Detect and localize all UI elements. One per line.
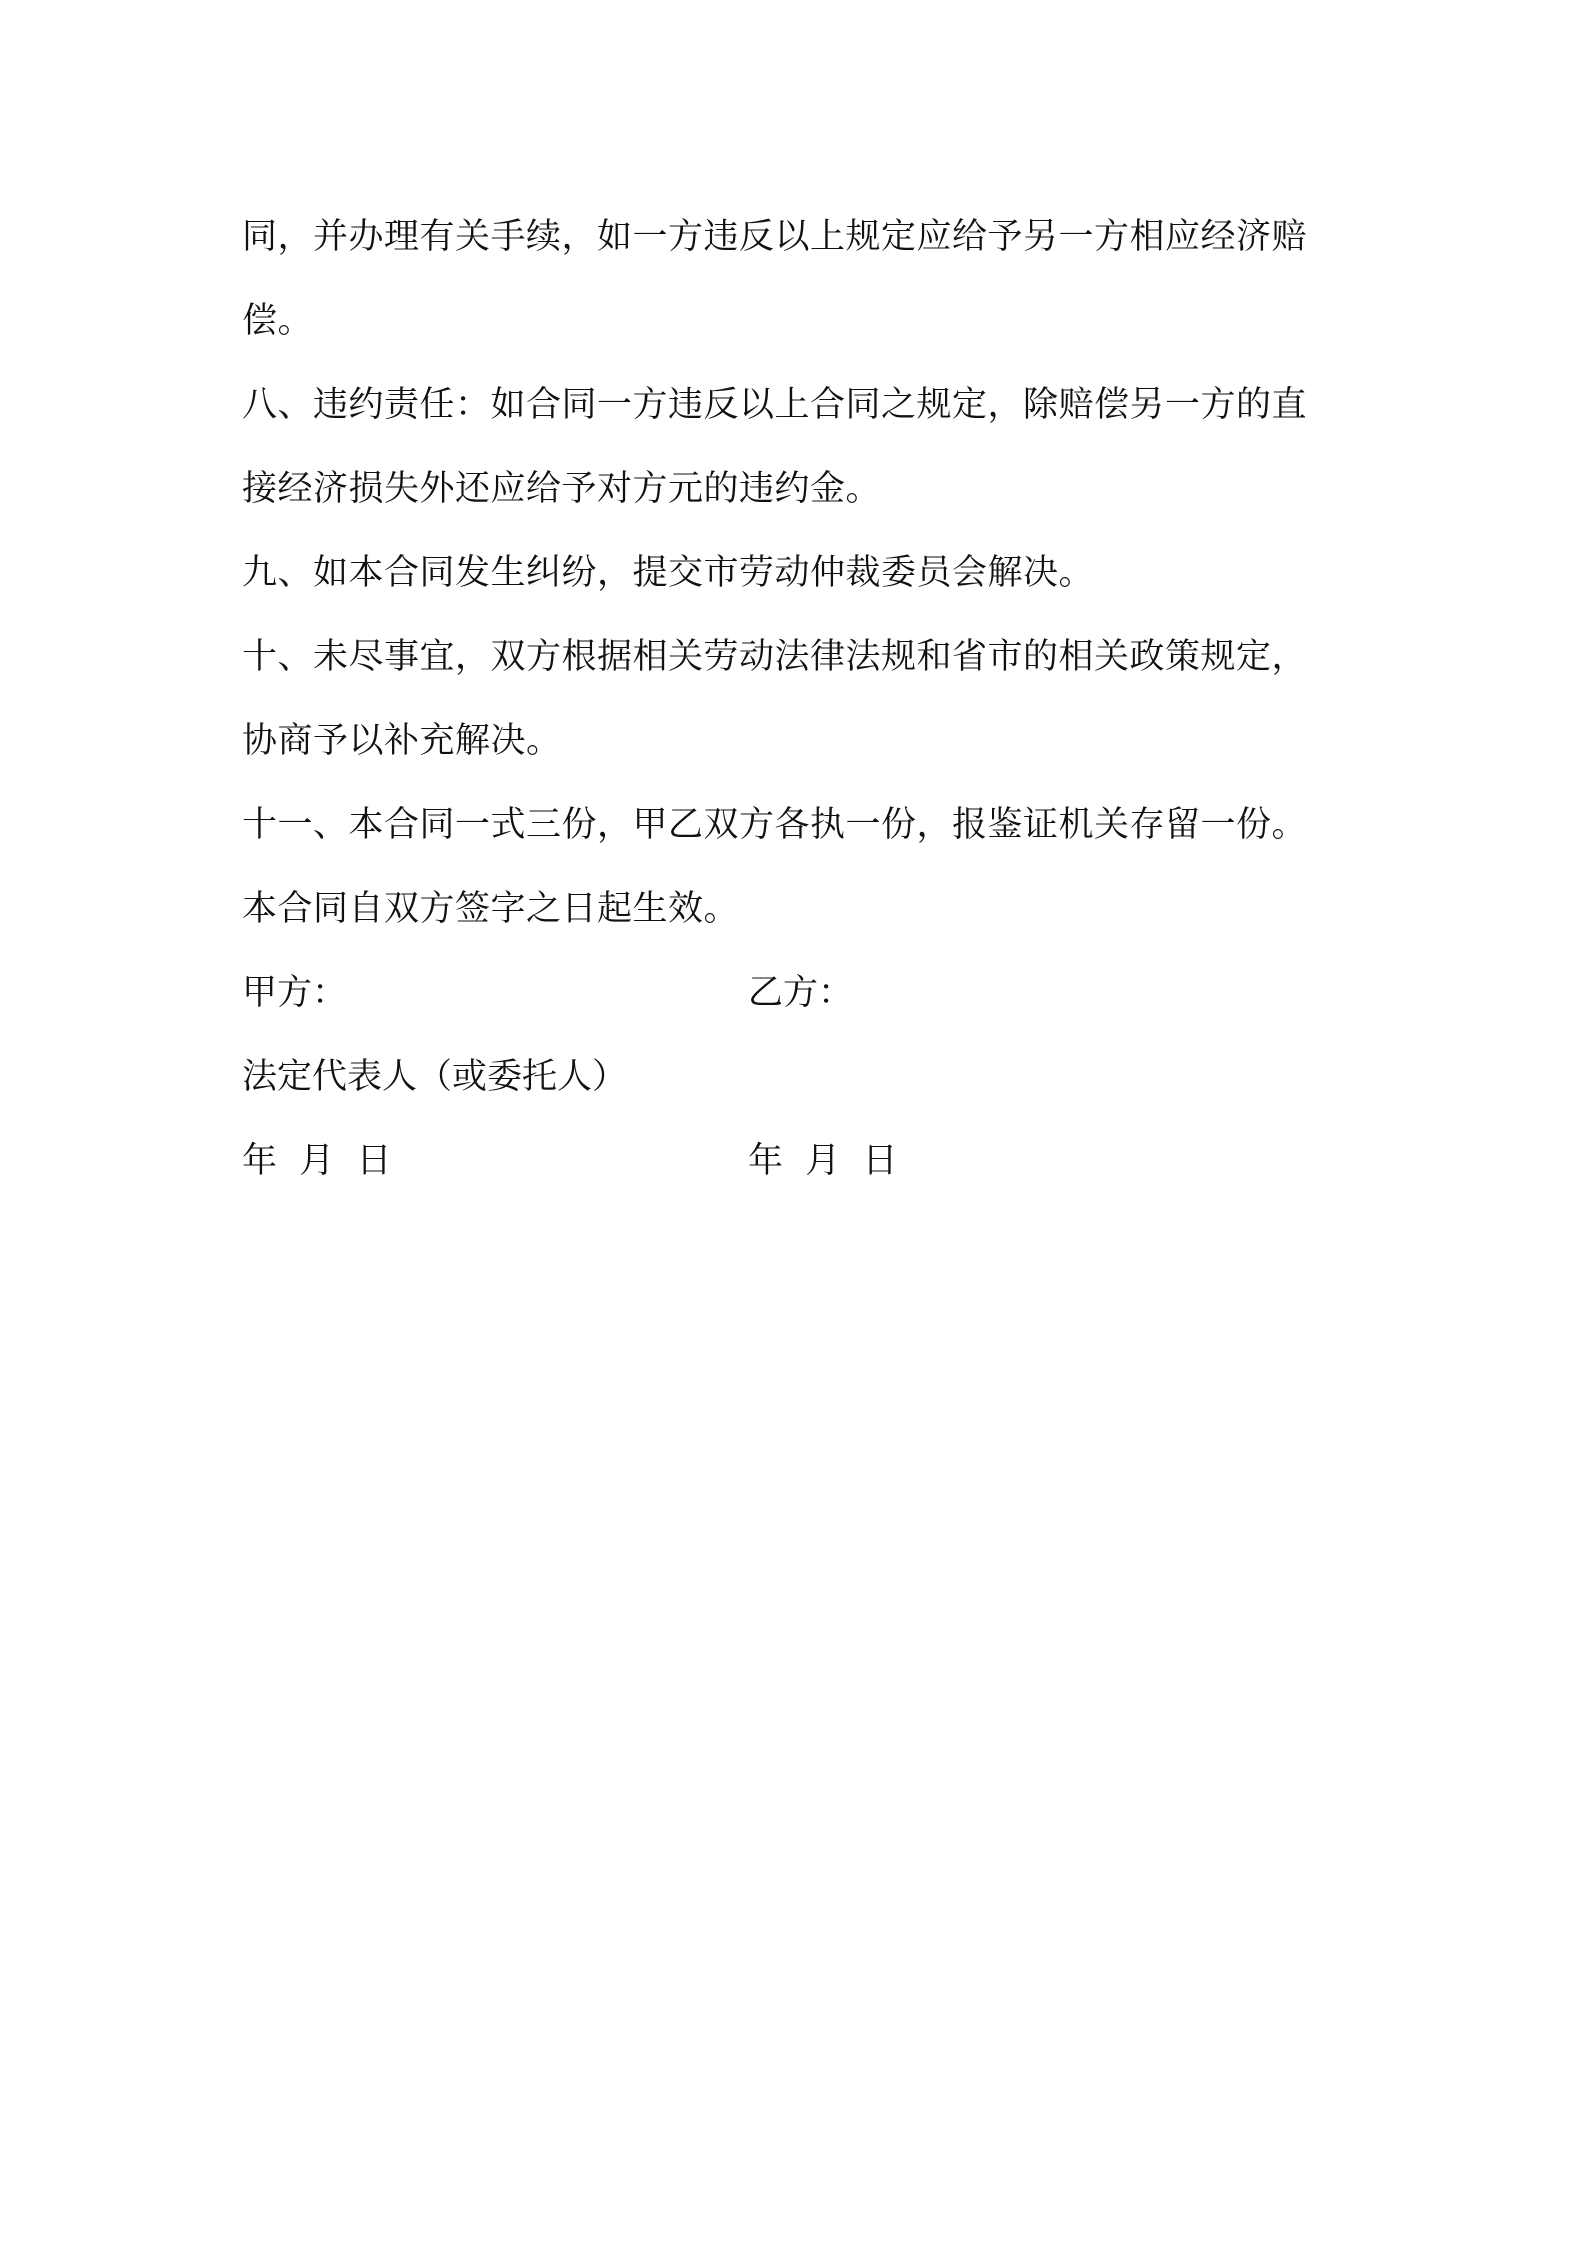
text-line-5: 九、如本合同发生纠纷，提交市劳动仲裁委员会解决。 bbox=[242, 553, 1095, 593]
text-line-7: 协商予以补充解决。 bbox=[242, 721, 562, 761]
party-b-label: 乙方： bbox=[748, 973, 854, 1013]
contract-body bbox=[242, 195, 1362, 1203]
text-line-4: 接经济损失外还应给予对方元的违约金。 bbox=[242, 469, 882, 509]
text-line-8: 十一、本合同一式三份，甲乙双方各执一份，报鉴证机关存留一份。 bbox=[242, 805, 1308, 845]
party-labels-row bbox=[242, 951, 1362, 1035]
representative-row bbox=[242, 1035, 1362, 1119]
text-line-3: 八、违约责任：如合同一方违反以上合同之规定，除赔偿另一方的直 bbox=[242, 385, 1308, 425]
representative-label: 法定代表人（或委托人） bbox=[242, 1057, 628, 1097]
date-party-a: 年 月 日 bbox=[242, 1141, 392, 1181]
date-row bbox=[242, 1119, 1362, 1203]
party-a-label: 甲方： bbox=[242, 973, 348, 1013]
text-line-6: 十、未尽事宜，双方根据相关劳动法律法规和省市的相关政策规定， bbox=[242, 637, 1308, 677]
text-line-9: 本合同自双方签字之日起生效。 bbox=[242, 889, 740, 929]
date-party-b: 年 月 日 bbox=[748, 1141, 898, 1181]
text-line-2: 偿。 bbox=[242, 301, 314, 341]
text-line-1: 同，并办理有关手续，如一方违反以上规定应给予另一方相应经济赔 bbox=[242, 217, 1308, 257]
